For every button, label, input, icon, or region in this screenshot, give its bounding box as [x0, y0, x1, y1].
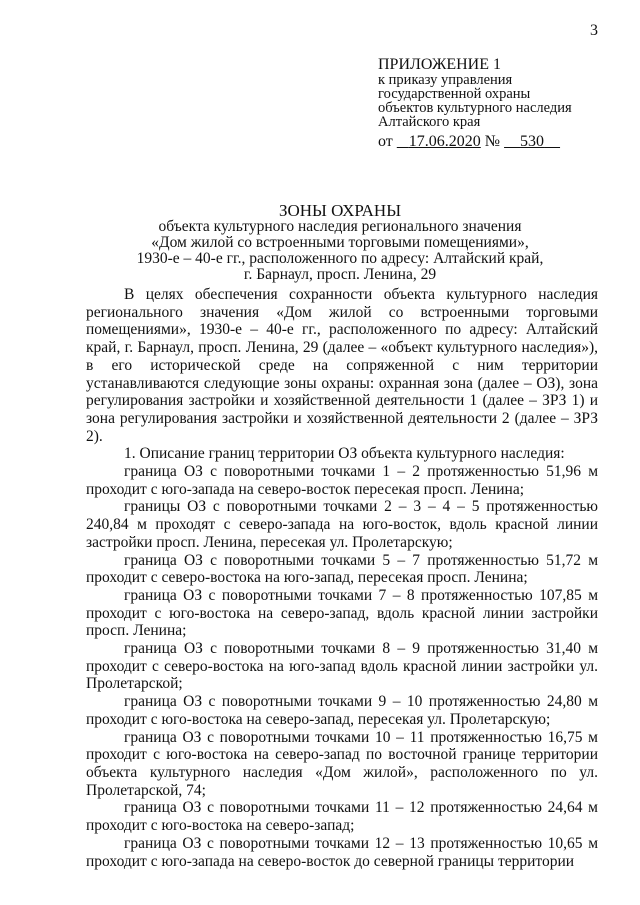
order-prefix: от — [378, 133, 393, 150]
appendix-line: объектов культурного наследия — [378, 100, 572, 116]
boundary-paragraph: граница ОЗ с поворотными точками 11 – 12 протяженностью 24,64 м проходит с юго-востока на северо-запад; — [86, 799, 598, 835]
appendix-block — [378, 57, 618, 129]
order-number-value: 530 — [520, 133, 545, 150]
appendix-line: Алтайского края — [378, 114, 481, 130]
boundary-paragraph: граница ОЗ с поворотными точками 9 – 10 протяженностью 24,80 м проходит с юго-востока на северо-запад, пересекая ул. Пролетарскую; — [86, 693, 598, 728]
boundary-paragraph: граница ОЗ с поворотными точками 12 – 13 протяженностью 10,65 м проходит с юго-запада на северо-восток до северной границы территории — [86, 834, 598, 870]
section-heading: 1. Описание границ территории ОЗ объекта культурного наследия: — [124, 445, 565, 463]
heading-line: объекта культурного наследия регионального значения — [158, 218, 522, 235]
order-date-value: 17.06.2020 — [408, 133, 481, 150]
appendix-title: ПРИЛОЖЕНИЕ 1 — [378, 56, 502, 73]
order-number — [504, 133, 560, 150]
boundary-paragraph: граница ОЗ с поворотными точками 10 – 11 протяженностью 16,75 м проходит с юго-востока на северо-запад по восточной границе территории объекта культурного наследия «Дом жилой», расположенного по ул. Пролетарской, 74; — [86, 728, 598, 799]
boundary-paragraph: граница ОЗ с поворотными точками 5 – 7 протяженностью 51,72 м проходит с северо-востока на юго-запад, пересекая просп. Ленина; — [86, 551, 598, 587]
boundary-paragraph: граница ОЗ с поворотными точками 8 – 9 протяженностью 31,40 м проходит с северо-востока на юго-запад вдоль красной линии застройки ул. Пролетарской; — [86, 640, 598, 693]
body-paragraph: В целях обеспечения сохранности объекта культурного наследия регионального значения «Дом жилой со встроенными торговыми помещениями», 1930-е – 40-е гг., расположенного по адресу: Алтайский край, г. Барнаул, просп. Ленина, 29 (далее – «объект культурного наследия»), в его исторической среде на сопряженной с ним территории устанавливаются следующие зоны охраны: охранная зона (далее – ОЗ), зона регулирования застройки и хозяйственной деятельности 1 (далее – ЗРЗ 1) и зона регулирования застройки и хозяйственной деятельности 2 (далее – ЗРЗ 2). — [86, 286, 598, 445]
order-number-label: № — [484, 133, 501, 150]
page-number: 3 — [590, 22, 598, 39]
heading-line: г. Барнаул, просп. Ленина, 29 — [243, 266, 437, 283]
document-heading — [80, 203, 600, 283]
appendix-line: государственной охраны — [378, 86, 531, 102]
document-body — [86, 286, 598, 870]
boundary-paragraph: граница ОЗ с поворотными точками 1 – 2 протяженностью 51,96 м проходит с юго-запада на северо-восток пересекая просп. Ленина; — [86, 463, 598, 498]
order-reference — [378, 133, 560, 151]
boundary-paragraph: граница ОЗ с поворотными точками 7 – 8 протяженностью 107,85 м проходит с юго-востока на северо-запад, вдоль красной линии застройки просп. Ленина; — [86, 586, 598, 640]
heading-line: 1930-е – 40-е гг., расположенного по адресу: Алтайский край, — [136, 250, 544, 267]
order-date — [397, 133, 481, 150]
boundary-paragraph: границы ОЗ с поворотными точками 2 – 3 – 4 – 5 протяженностью 240,84 м проходят с северо-запада на юго-восток, вдоль красной линии застройки просп. Ленина, пересекая ул. Пролетарскую; — [86, 498, 598, 551]
heading-line: «Дом жилой со встроенными торговыми помещениями», — [151, 234, 529, 251]
heading-title: ЗОНЫ ОХРАНЫ — [278, 201, 402, 220]
appendix-line: к приказу управления — [378, 72, 513, 88]
